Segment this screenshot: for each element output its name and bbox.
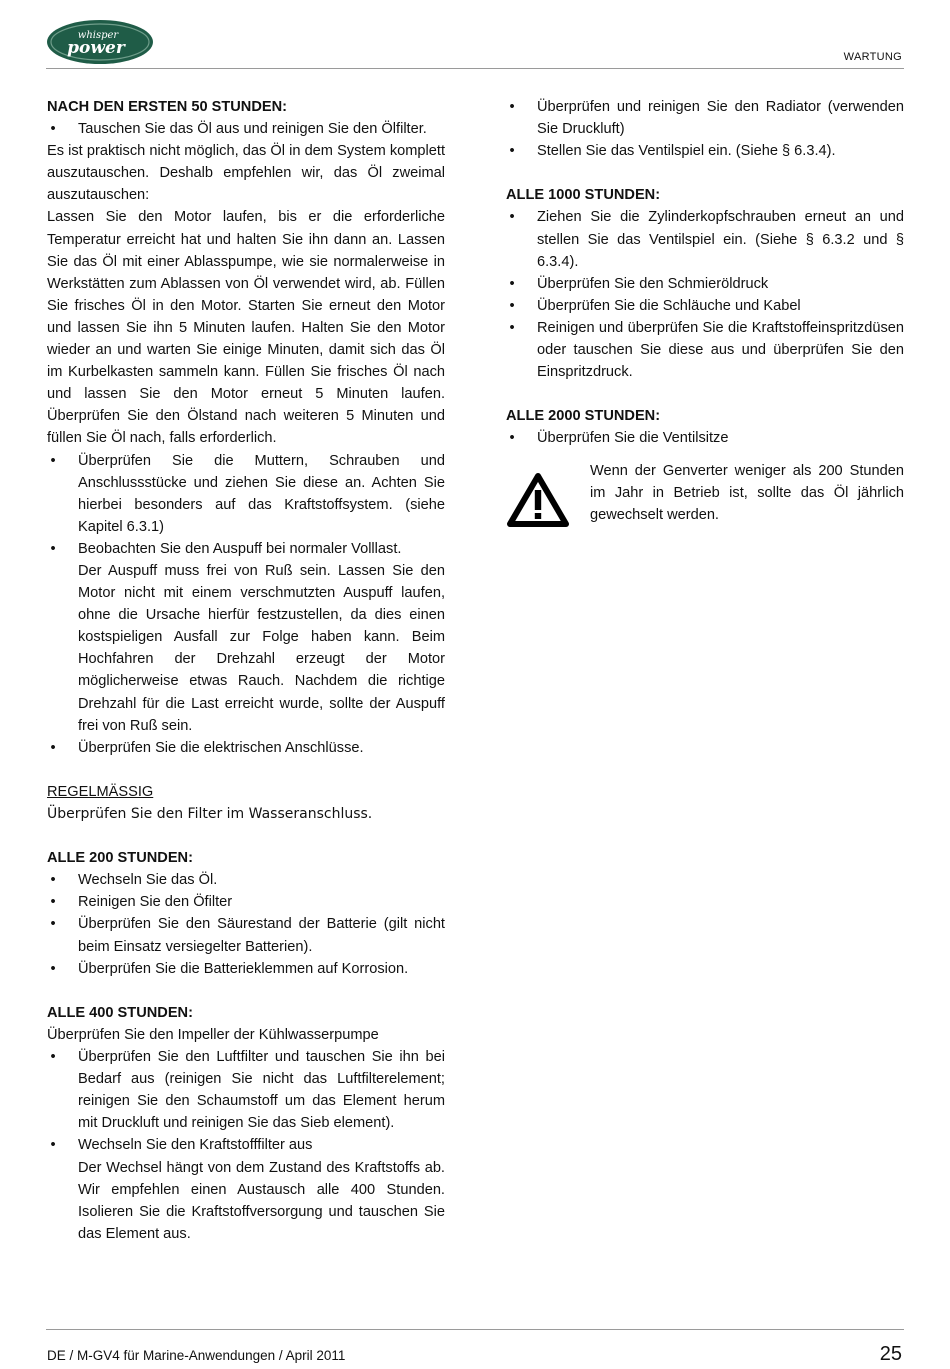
bullet-icon: • — [50, 894, 56, 911]
list-item: • Überprüfen Sie die Ventilsitze — [506, 427, 904, 449]
list-item: • Überprüfen Sie den Luftfilter und tauschen Sie ihn bei Bedarf aus (reinigen Sie nicht das Luftfilterelement; reinigen Sie den Schaumstoff um das Element herum mit Druckluft und reinigen Sie das Sieb element). — [47, 1046, 445, 1134]
heading-regular: REGELMÄSSIG — [47, 783, 154, 800]
right-column — [506, 96, 904, 530]
list-item: • Wechseln Sie das Öl. — [47, 869, 445, 891]
list-item: • Reinigen und überprüfen Sie die Kraftstoffeinspritzdüsen oder tauschen Sie diese aus und überprüfen Sie den Einspritzdruck. — [506, 317, 904, 383]
bullet-icon: • — [50, 960, 56, 977]
list-item: • Ziehen Sie die Zylinderkopfschrauben erneut an und stellen Sie das Ventilspiel ein. (Siehe § 6.3.2 und § 6.3.4). — [506, 206, 904, 272]
left-column — [47, 96, 445, 1245]
bullet-icon: • — [509, 297, 515, 314]
list-item: • Beobachten Sie den Auspuff bei normaler Volllast. Der Auspuff muss frei von Ruß sein. Lassen Sie den Motor nicht mit einem verschmutzten Auspuff laufen, ohne die Ursache hierfür festzustellen, da dies einen kostspieligen Ausfall zur Folge haben kann. Beim Hochfahren der Drehzahl erzeugt der Motor möglicherweise etwas Rauch. Nachdem die richtige Drehzahl für die Last erreicht wurde, sollte der Auspuff frei von Ruß sein. — [47, 538, 445, 737]
bullet-icon: • — [509, 209, 515, 226]
header-divider — [46, 68, 904, 69]
bullet-icon: • — [50, 739, 56, 756]
list-item: • Reinigen Sie den Öfilter — [47, 891, 445, 913]
list-item: • Überprüfen Sie die Schläuche und Kabel — [506, 295, 904, 317]
warning-text: Wenn der Genverter weniger als 200 Stunden im Jahr in Betrieb ist, sollte das Öl jährlich gewechselt werden. — [590, 462, 904, 523]
list-item: • Stellen Sie das Ventilspiel ein. (Siehe § 6.3.4). — [506, 140, 904, 162]
bullet-icon: • — [509, 319, 515, 336]
paragraph: Es ist praktisch nicht möglich, das Öl in dem System komplett auszutauschen. Deshalb empfehlen wir, das Öl zweimal auszutauschen: — [47, 143, 445, 204]
list-item: • Überprüfen Sie die elektrischen Anschlüsse. — [47, 737, 445, 759]
list-item: • Überprüfen und reinigen Sie den Radiator (verwenden Sie Druckluft) — [506, 96, 904, 140]
list-item: • Überprüfen Sie den Säurestand der Batterie (gilt nicht beim Einsatz versiegelter Batterien). — [47, 913, 445, 957]
bullet-icon: • — [50, 121, 56, 138]
paragraph: Überprüfen Sie den Impeller der Kühlwasserpumpe — [47, 1026, 379, 1043]
list-item: • Überprüfen Sie die Muttern, Schrauben und Anschlussstücke und ziehen Sie diese an. Achten Sie hierbei besonders auf das Kraftstoffsystem. (siehe Kapitel 6.3.1) — [47, 450, 445, 538]
heading-400-hours: ALLE 400 STUNDEN: — [47, 1004, 193, 1021]
logo-text-bottom: power — [67, 38, 125, 58]
bullet-icon: • — [509, 99, 515, 115]
section-label: WARTUNG — [843, 51, 902, 63]
page-number: 25 — [879, 1343, 902, 1365]
bullet-icon: • — [509, 430, 515, 447]
bullet-icon: • — [50, 1049, 56, 1066]
bullet-icon: • — [50, 540, 56, 557]
bullet-icon: • — [50, 1137, 56, 1154]
warning-note — [506, 460, 904, 530]
footer-text: DE / M-GV4 für Marine-Anwendungen / April 2011 — [47, 1348, 346, 1363]
regular-text: Überprüfen Sie den Filter im Wasseranschluss. — [47, 806, 373, 822]
heading-1000-hours: ALLE 1000 STUNDEN: — [506, 187, 661, 204]
heading-first-50: NACH DEN ERSTEN 50 STUNDEN: — [47, 99, 288, 115]
list-item: • Tauschen Sie das Öl aus und reinigen Sie den Ölfilter. — [47, 118, 445, 140]
logo-text-top: whisper — [77, 30, 119, 41]
footer-divider — [46, 1329, 904, 1330]
bullet-icon: • — [50, 452, 56, 469]
bullet-icon: • — [509, 275, 515, 292]
heading-2000-hours: ALLE 2000 STUNDEN: — [506, 408, 661, 425]
list-item: • Überprüfen Sie die Batterieklemmen auf Korrosion. — [47, 958, 445, 980]
list-item: • Wechseln Sie den Kraftstofffilter aus Der Wechsel hängt von dem Zustand des Kraftstoffs ab. Wir empfehlen einen Austausch alle 400 Stunden. Isolieren Sie die Kraftstoffversorgung und tauschen Sie das Element aus. — [47, 1134, 445, 1244]
list-item: • Überprüfen Sie den Schmieröldruck — [506, 273, 904, 295]
whisper-power-logo — [46, 18, 156, 68]
heading-200-hours: ALLE 200 STUNDEN: — [47, 850, 193, 867]
bullet-icon: • — [50, 872, 56, 889]
bullet-icon: • — [509, 143, 515, 160]
bullet-icon: • — [50, 916, 56, 933]
warning-triangle-icon — [506, 472, 570, 528]
paragraph: Lassen Sie den Motor laufen, bis er die erforderliche Temperatur erreicht hat und halten Sie ihn dann an. Lassen Sie das Öl mit einer Ablasspumpe, wie sie normalerweise in Werkstätten zum Ablassen von Öl verwendet wird, ab. Füllen Sie frisches Öl in den Motor. Starten Sie erneut den Motor und lassen Sie ihn 5 Minuten laufen. Halten Sie den Motor wieder an und warten Sie einige Minuten, damit sich das Öl im Kurbelkasten sammeln kann. Füllen Sie frisches Öl nach und lassen Sie den Motor erneut 5 Minuten laufen. Überprüfen Sie den Ölstand nach weiteren 5 Minuten und füllen Sie Öl nach, falls erforderlich. — [47, 209, 445, 447]
